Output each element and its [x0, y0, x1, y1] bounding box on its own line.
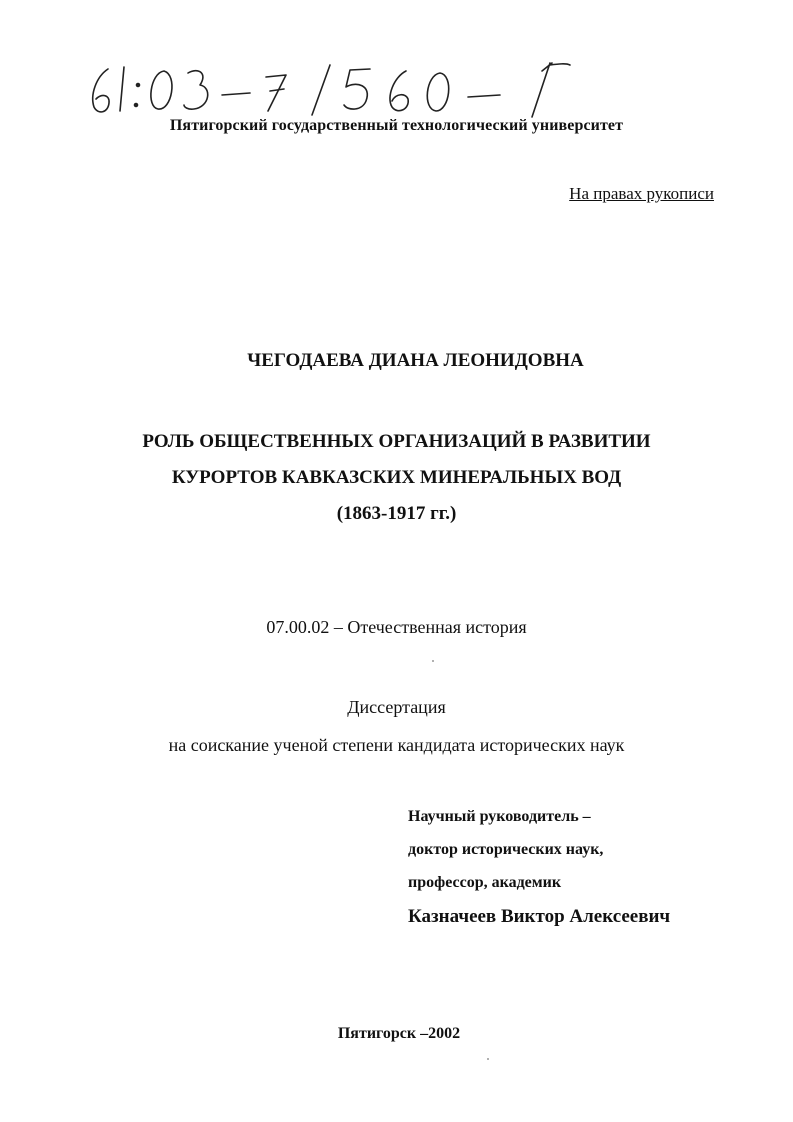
scan-speck: [432, 660, 434, 662]
title-line-1: РОЛЬ ОБЩЕСТВЕННЫХ ОРГАНИЗАЦИЙ В РАЗВИТИИ: [142, 431, 651, 452]
specialty-code: 07.00.02 – Отечественная история: [266, 617, 527, 637]
dissertation-block: [0, 688, 793, 764]
university-name: Пятигорский государственный технологический университет: [169, 117, 624, 134]
title-line-2: КУРОРТОВ КАВКАЗСКИХ МИНЕРАЛЬНЫХ ВОД: [171, 467, 622, 488]
title-line-3: (1863-1917 гг.): [336, 503, 457, 524]
supervisor-rank: профессор, академик: [408, 874, 562, 891]
dissertation-type: Диссертация: [347, 697, 446, 717]
city-year: Пятигорск –2002: [337, 1025, 461, 1042]
supervisor-degree: доктор исторических наук,: [408, 841, 604, 858]
supervisor-block: [408, 800, 670, 935]
supervisor-role: Научный руководитель –: [408, 808, 591, 825]
dissertation-degree: на соискание ученой степени кандидата исторических наук: [168, 735, 625, 755]
dissertation-title: [0, 424, 793, 532]
author-name: ЧЕГОДАЕВА ДИАНА ЛЕОНИДОВНА: [247, 350, 584, 371]
scan-speck: [487, 1058, 489, 1060]
supervisor-name: Казначеев Виктор Алексеевич: [408, 906, 671, 927]
manuscript-rights-note: На правах рукописи: [569, 184, 714, 203]
